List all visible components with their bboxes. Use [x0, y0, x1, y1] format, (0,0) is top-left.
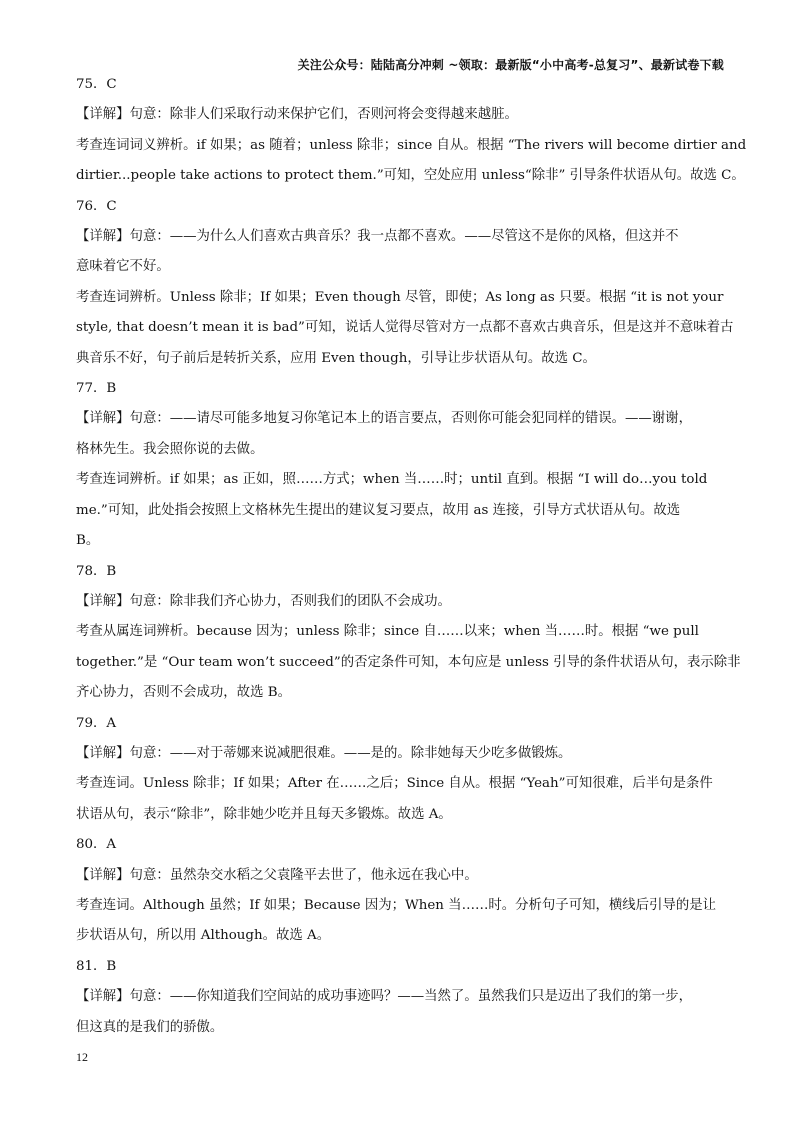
explanation-line: 【详解】句意：除非人们采取行动来保护它们，否则河将会变得越来越脏。: [76, 107, 518, 123]
answer-number: 80．A: [76, 837, 117, 853]
answer-list: [76, 70, 747, 1043]
explanation-line: 格林先生。我会照你说的去做。: [76, 441, 264, 457]
answer-number: 79．A: [76, 715, 117, 731]
explanation-line: 齐心协力，否则不会成功，故选 B。: [76, 685, 291, 701]
explanation-line: B。: [76, 533, 100, 549]
explanation-line: 【详解】句意：除非我们齐心协力，否则我们的团队不会成功。: [76, 593, 451, 609]
explanation-line: 【详解】句意：——为什么人们喜欢古典音乐？我一点都不喜欢。——尽管这不是你的风格，但这并不: [76, 229, 679, 245]
explanation-line: 考查连词辨析。if 如果；as 正如，照……方式；when 当……时；until 直到。根据 “I will do…you told: [76, 472, 708, 488]
answer-item: [76, 830, 726, 952]
explanation-line: 【详解】句意：——你知道我们空间站的成功事迹吗？——当然了。虽然我们只是迈出了我们的第一步，: [76, 989, 692, 1005]
explanation-line: 考查连词辨析。Unless 除非；If 如果；Even though 尽管，即使；As long as 只要。根据 “it is not your: [76, 289, 724, 305]
explanation-line: 典音乐不好，句子前后是转折关系，应用 Even though，引导让步状语从句。故选 C。: [76, 350, 596, 366]
answer-number: 81．B: [76, 958, 117, 974]
explanation-line: me.”可知，此处指会按照上文格林先生提出的建议复习要点，故用 as 连接，引导方式状语从句。故选: [76, 502, 681, 518]
explanation-line: 考查从属连词辨析。because 因为；unless 除非；since 自……以来；when 当……时。根据 “we pull: [76, 624, 699, 640]
explanation-line: 考查连词。Unless 除非；If 如果；After 在……之后；Since 自从。根据 “Yeah”可知很难，后半句是条件: [76, 776, 713, 792]
explanation-line: 但这真的是我们的骄傲。: [76, 1019, 224, 1035]
answer-item: [76, 952, 726, 1043]
answer-number: 75．C: [76, 77, 117, 92]
answer-item: [76, 557, 741, 709]
answer-number: 78．B: [76, 563, 117, 579]
answer-item: [76, 192, 734, 374]
explanation-line: 考查连词词义辨析。if 如果；as 随着；unless 除非；since 自从。根据 “The rivers will become dirtier and: [76, 137, 747, 153]
explanation-line: 考查连词。Although 虽然；If 如果；Because 因为；When 当……时。分析句子可知，横线后引导的是让: [76, 897, 716, 913]
explanation-line: together.”是 “Our team won’t succeed”的否定条件可知，本句应是 unless 引导的条件状语从句，表示除非: [76, 654, 741, 670]
explanation-line: 【详解】句意：——对于蒂娜来说减肥很难。——是的。除非她每天少吃多做锻炼。: [76, 745, 572, 761]
answer-item: [76, 709, 726, 831]
explanation-line: 步状语从句，所以用 Although。故选 A。: [76, 928, 331, 944]
page-number: 12: [76, 1050, 88, 1064]
answer-number: 77．B: [76, 381, 117, 397]
explanation-line: 【详解】句意：——请尽可能多地复习你笔记本上的语言要点，否则你可能会犯同样的错误。——谢谢，: [76, 411, 692, 427]
explanation-line: dirtier...people take actions to protect them.”可知，空处应用 unless“除非” 引导条件状语从句。故选 C。: [76, 168, 745, 184]
explanation-line: 意味着它不好。: [76, 259, 170, 275]
header-note: 关注公众号：陆陆高分冲刺 ~领取：最新版“小中高考-总复习”、最新试卷下载: [297, 58, 724, 72]
explanation-line: style, that doesn’t mean it is bad”可知，说话人觉得尽管对方一点都不喜欢古典音乐，但是这并不意味着古: [76, 320, 734, 336]
explanation-line: 【详解】句意：虽然杂交水稻之父袁隆平去世了，他永远在我心中。: [76, 867, 478, 883]
answer-item: [76, 374, 726, 556]
answer-item: [76, 70, 747, 192]
explanation-line: 状语从句，表示“除非”，除非她少吃并且每天多锻炼。故选 A。: [76, 806, 452, 822]
answer-number: 76．C: [76, 198, 117, 214]
